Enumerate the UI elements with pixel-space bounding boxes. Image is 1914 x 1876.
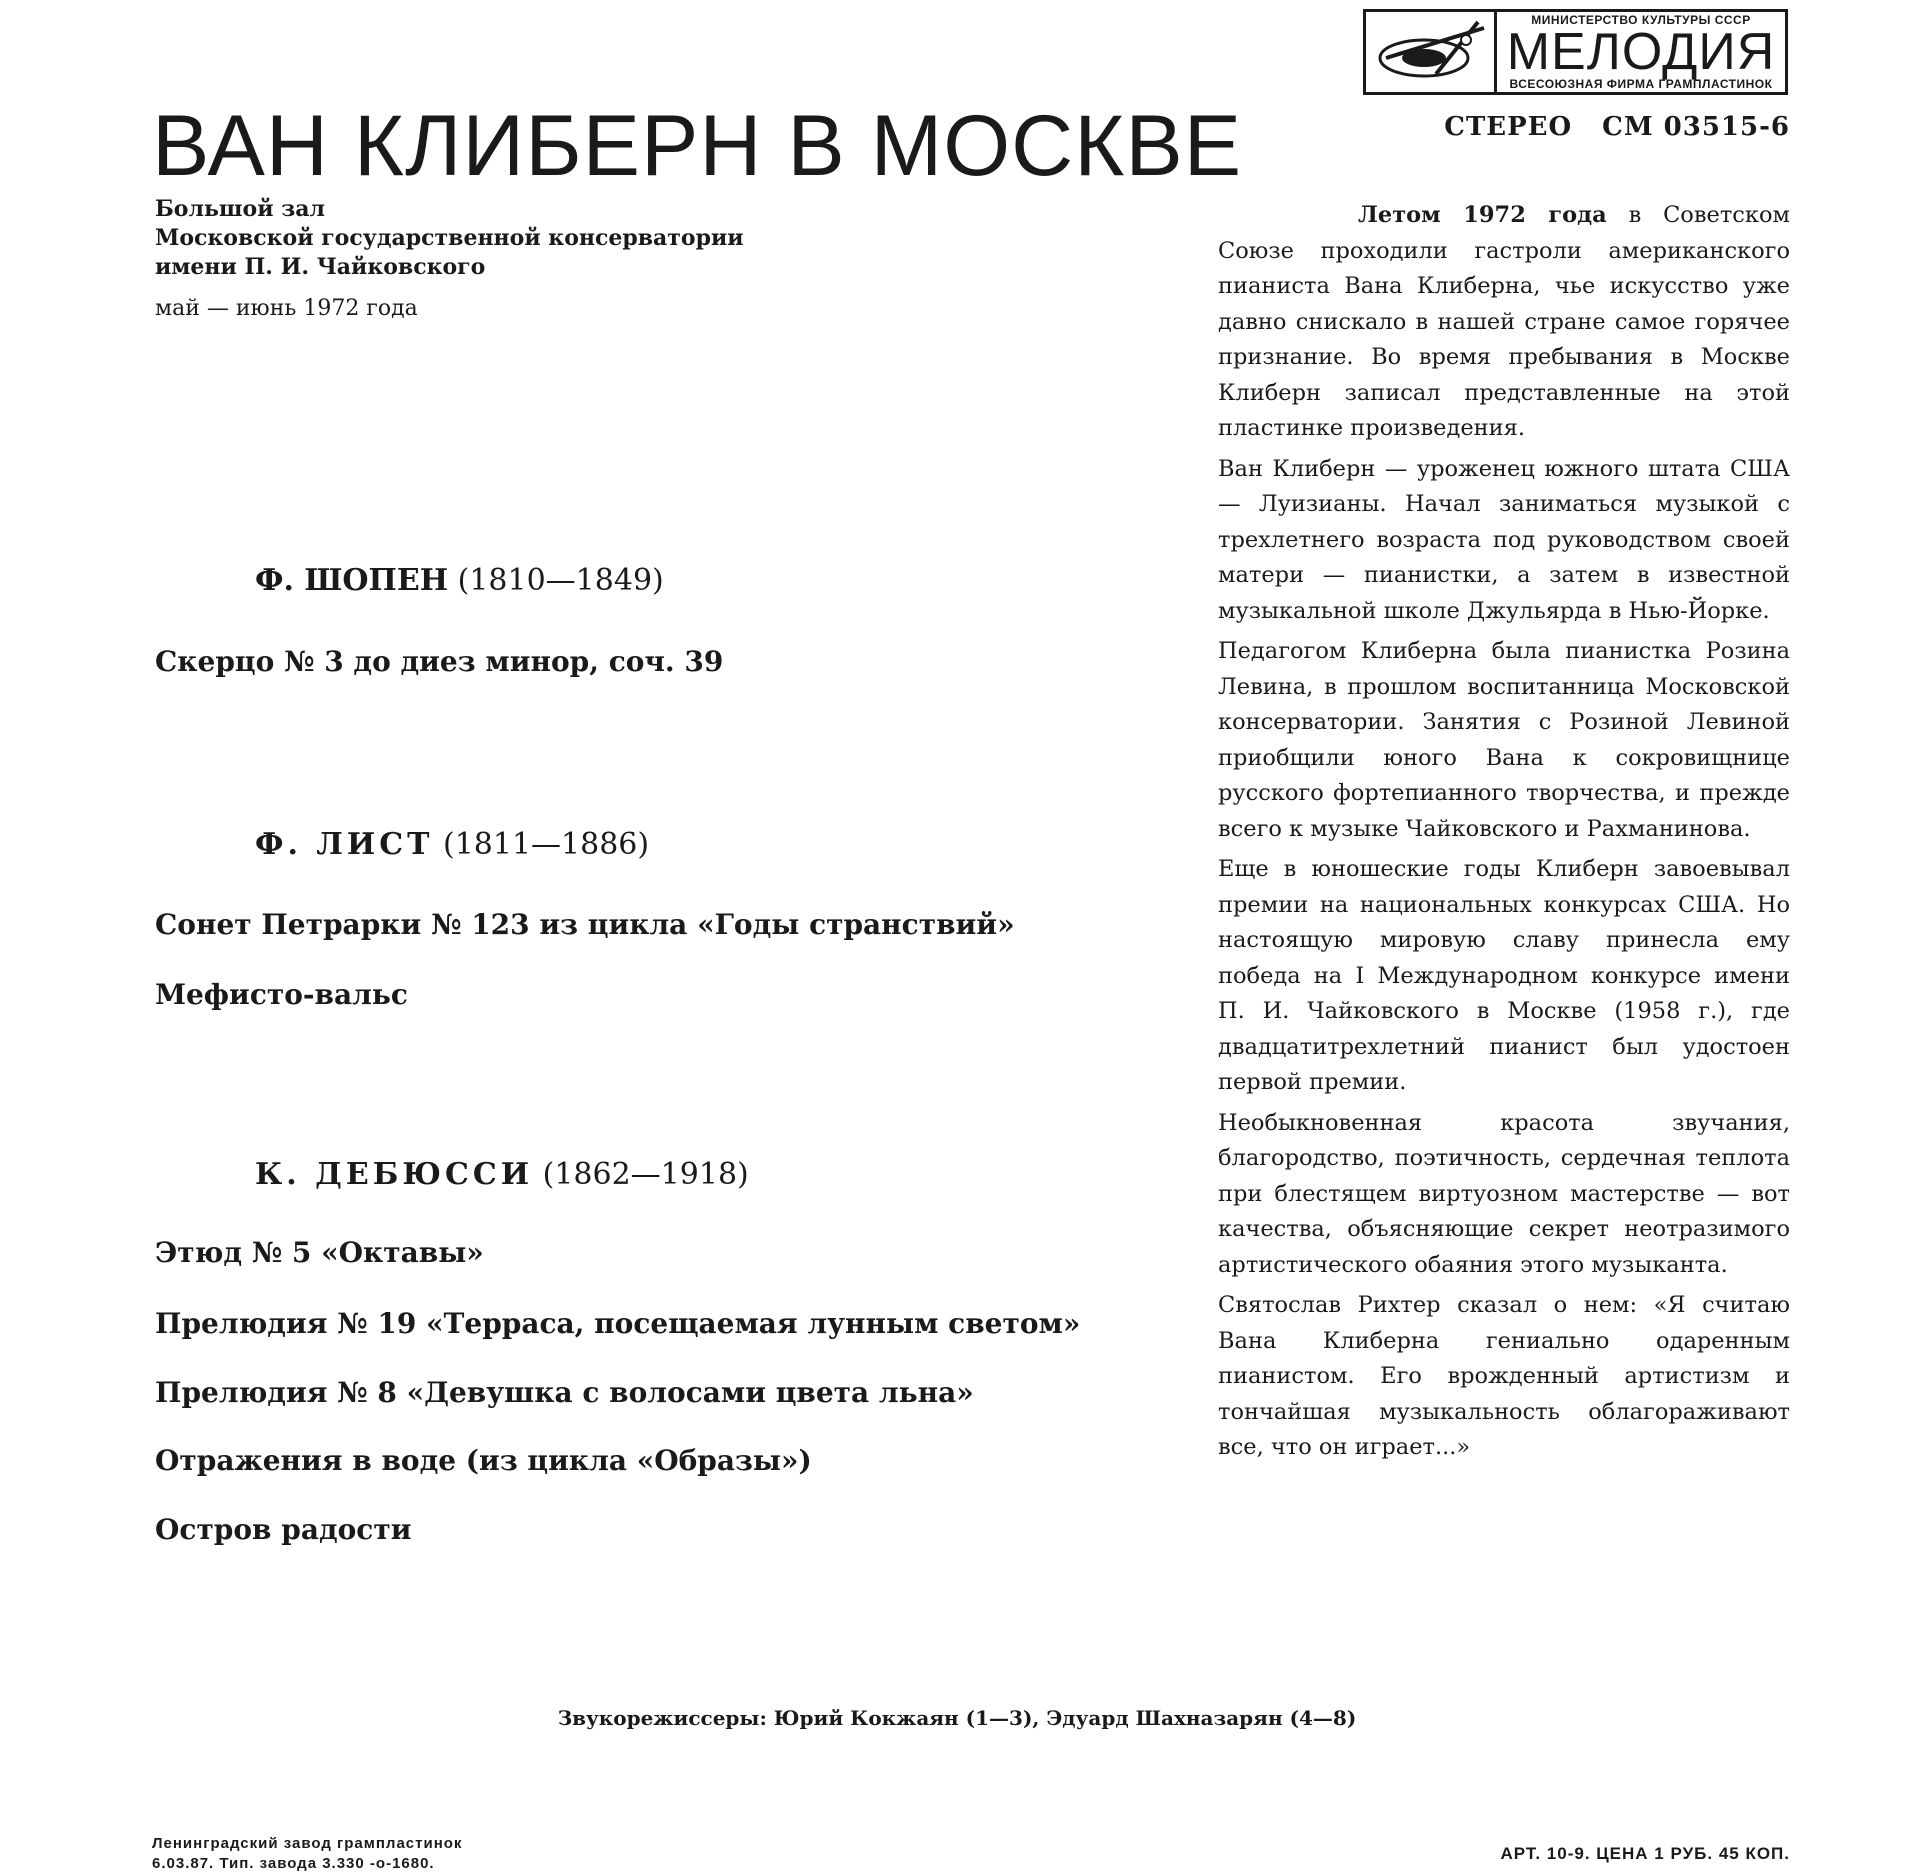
- print-info: 6.03.87. Тип. завода 3.330 -о-1680.: [152, 1855, 435, 1872]
- composer-name: Ф. ШОПЕН: [255, 563, 449, 598]
- work-item: Остров радости: [155, 1513, 412, 1546]
- melodiya-emblem-icon: [1366, 12, 1494, 92]
- notes-paragraph: Ван Клиберн — уроженец южного штата США — Луизианы. Начал заниматься музыкой с трехлетнего возраста под руководством своей матери — пианистки, а затем в известной музыкальной школе Джульярда в Нью-Йорке.: [1218, 455, 1790, 624]
- format-label: СТЕРЕО: [1444, 112, 1573, 142]
- logo-text: [1494, 12, 1785, 92]
- catalog-line: [1444, 112, 1790, 142]
- notes-paragraph: [1218, 198, 1790, 447]
- plant-name: Ленинградский завод грампластинок: [152, 1835, 463, 1852]
- work-item: Скерцо № 3 до диез минор, соч. 39: [155, 645, 724, 678]
- plant-info: [152, 1834, 462, 1874]
- melodiya-logo: [1363, 9, 1788, 95]
- price-label: АРТ. 10-9. ЦЕНА 1 РУБ. 45 КОП.: [1500, 1844, 1790, 1863]
- composer-debussy: [255, 1157, 749, 1192]
- venue-line: Большой зал: [155, 196, 326, 222]
- venue: [155, 195, 744, 282]
- work-item: Отражения в воде (из цикла «Образы»): [155, 1444, 812, 1477]
- venue-line: имени П. И. Чайковского: [155, 254, 486, 280]
- work-item: Сонет Петрарки № 123 из цикла «Годы странствий»: [155, 908, 1015, 941]
- notes-paragraph: Необыкновенная красота звучания, благородство, поэтичность, сердечная теплота при блестящем виртуозном мастерстве — вот качества, объясняющие секрет неотразимого артистического обаяния этого музыканта.: [1218, 1109, 1790, 1278]
- recording-date: май — июнь 1972 года: [155, 296, 418, 321]
- composer-chopin: [255, 563, 664, 598]
- composer-years: (1862—1918): [542, 1157, 749, 1192]
- album-title: ВАН КЛИБЕРН В МОСКВЕ: [152, 98, 1243, 194]
- liner-notes: [1218, 198, 1790, 1471]
- composer-liszt: [255, 827, 649, 862]
- notes-paragraph: Педагогом Клиберна была пианистка Розина Левина, в прошлом воспитанница Московской консерватории. Занятия с Розиной Левиной приобщили юного Вана к сокровищнице русского фортепианного творчества, и прежде всего к музыке Чайковского и Рахманинова.: [1218, 638, 1790, 842]
- notes-lead-rest: в Советском Союзе проходили гастроли американского пианиста Вана Клиберна, чье искусство уже давно снискало в нашей стране самое горячее признание. Во время пребывания в Москве Клиберн записал представленные на этой пластинке произведения.: [1218, 202, 1790, 441]
- work-item: Этюд № 5 «Октавы»: [155, 1236, 484, 1269]
- work-item: Прелюдия № 19 «Терраса, посещаемая лунным светом»: [155, 1307, 1081, 1340]
- composer-years: (1811—1886): [442, 827, 650, 862]
- composer-name: Ф. ЛИСТ: [255, 827, 434, 862]
- sound-engineers: Звукорежиссеры: Юрий Кокжаян (1—3), Эдуард Шахназарян (4—8): [557, 1706, 1357, 1730]
- catalog-number: СМ 03515-6: [1602, 112, 1790, 142]
- logo-ministry: МИНИСТЕРСТВО КУЛЬТУРЫ СССР: [1531, 13, 1751, 27]
- notes-lead: Летом 1972 года: [1358, 202, 1607, 228]
- logo-firm: ВСЕСОЮЗНАЯ ФИРМА ГРАМПЛАСТИНОК: [1509, 77, 1773, 91]
- composer-name: К. ДЕБЮССИ: [255, 1157, 534, 1192]
- work-item: Прелюдия № 8 «Девушка с волосами цвета льна»: [155, 1376, 974, 1409]
- notes-paragraph: Еще в юношеские годы Клиберн завоевывал премии на национальных конкурсах США. Но настоящую мировую славу принесла ему победа на I Международном конкурсе имени П. И. Чайковского в Москве (1958 г.), где двадцатитрехлетний пианист был удостоен первой премии.: [1218, 856, 1790, 1095]
- logo-brand: МЕЛОДИЯ: [1506, 23, 1776, 81]
- venue-line: Московской государственной консерватории: [155, 225, 744, 251]
- notes-paragraph: Святослав Рихтер сказал о нем: «Я считаю Вана Клиберна гениально одаренным пианистом. Его врожденный артистизм и тончайшая музыкальность облагораживают все, что он играет...»: [1218, 1292, 1790, 1460]
- composer-years: (1810—1849): [457, 563, 664, 598]
- work-item: Мефисто-вальс: [155, 978, 408, 1011]
